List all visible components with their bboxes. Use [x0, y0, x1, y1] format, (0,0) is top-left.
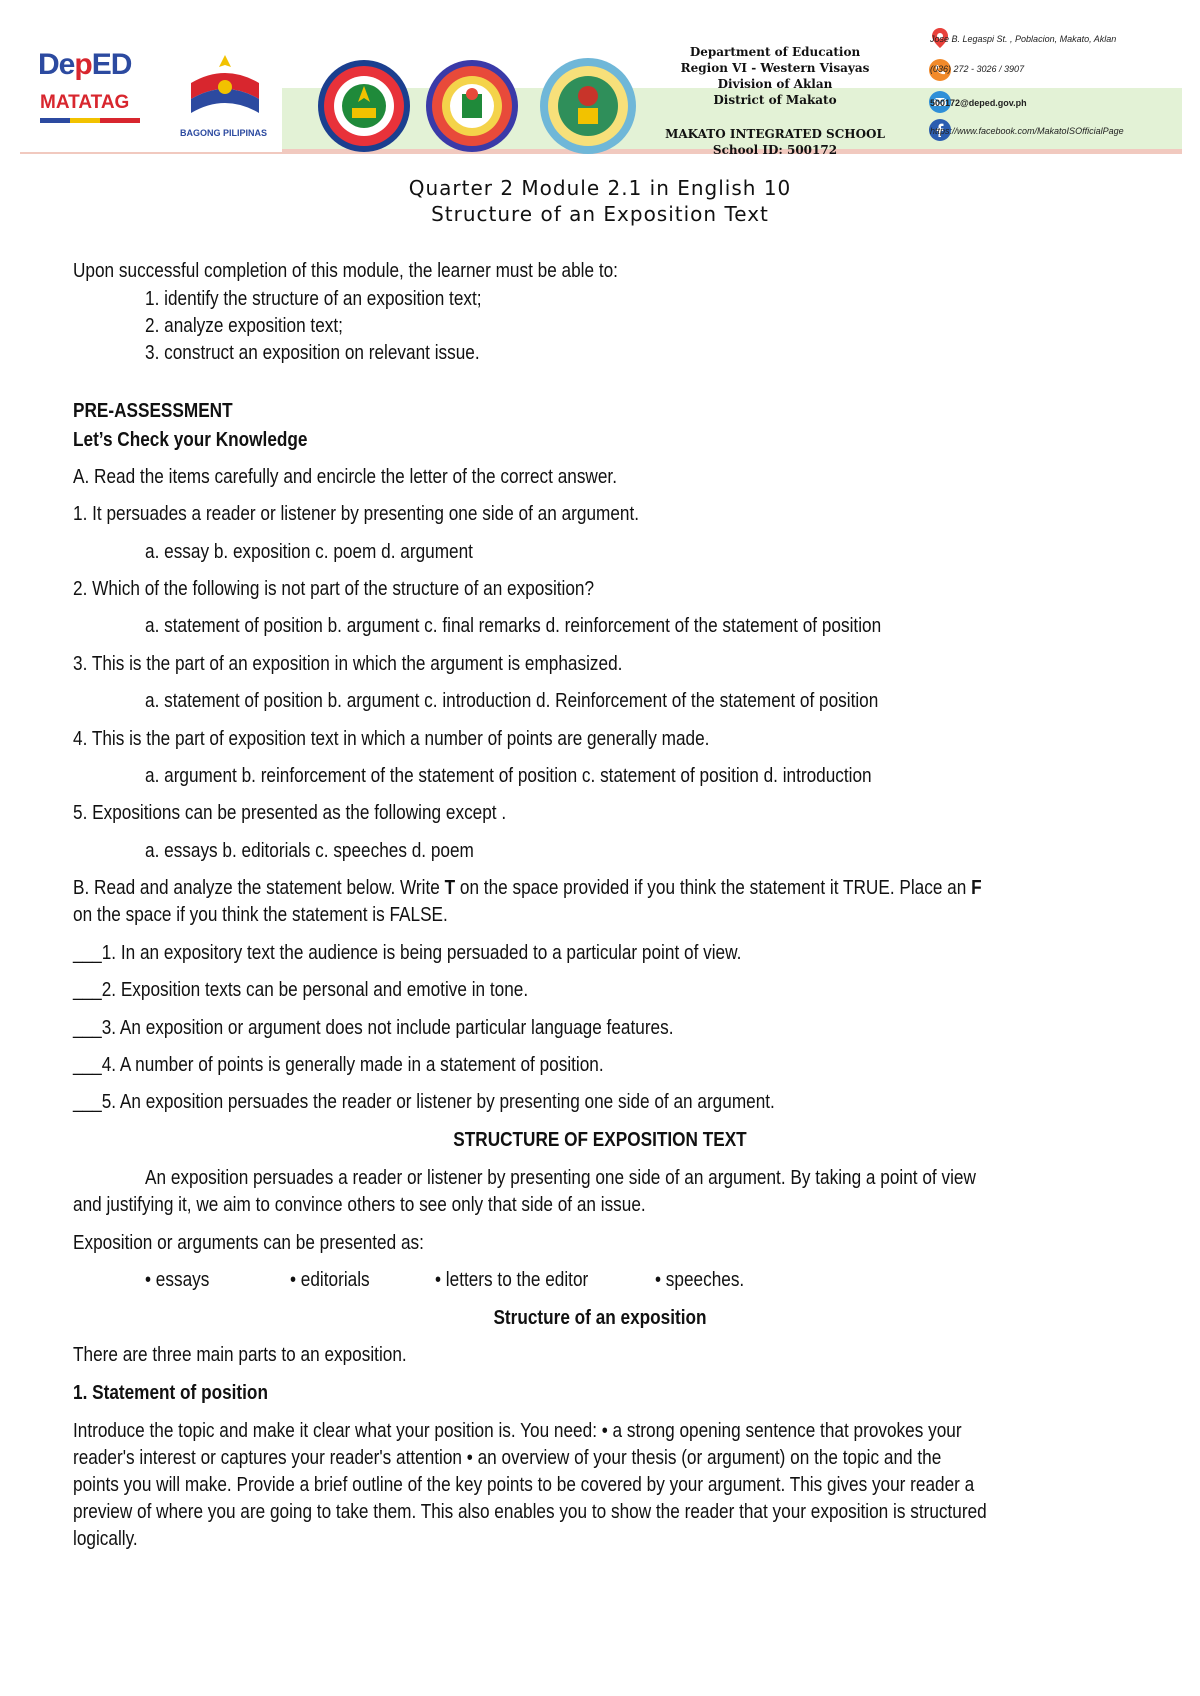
question-4: 4. This is the part of exposition text in which a number of points are generally made.	[73, 728, 710, 750]
presented-as-text: Exposition or arguments can be presented as:	[73, 1232, 424, 1254]
part-b-instruction: B. Read and analyze the statement below. Write T on the space provided if you think the statement it TRUE. Place an F	[73, 877, 982, 899]
true-false-item: ___3. An exposition or argument does not include particular language features.	[73, 1017, 674, 1039]
department-block	[656, 44, 894, 108]
true-false-item: ___2. Exposition texts can be personal and emotive in tone.	[73, 979, 529, 1001]
true-false-item: ___5. An exposition persuades the reader or listener by presenting one side of an argument.	[73, 1091, 775, 1113]
school-email[interactable]: 500172@deped.gov.ph	[930, 98, 1027, 108]
part-b-instruction-cont: on the space if you think the statement is FALSE.	[73, 904, 448, 926]
question-3: 3. This is the part of an exposition in which the argument is emphasized.	[73, 653, 623, 675]
part-a-instruction: A. Read the items carefully and encircle the letter of the correct answer.	[73, 466, 617, 488]
structure-paragraph-line: An exposition persuades a reader or listener by presenting one side of an argument. By taking a point of view	[145, 1167, 976, 1189]
matatag-text: MATATAG	[40, 92, 130, 113]
district-name: District of Makato	[713, 93, 837, 107]
question-3-choices: a. statement of position b. argument c. introduction d. Reinforcement of the statement of position	[145, 690, 879, 712]
question-1: 1. It persuades a reader or listener by presenting one side of an argument.	[73, 503, 640, 525]
form-item: • essays	[145, 1269, 210, 1291]
division-name: Division of Aklan	[717, 77, 833, 91]
question-1-choices: a. essay b. exposition c. poem d. argument	[145, 541, 473, 563]
part-1-paragraph-line: logically.	[73, 1528, 138, 1550]
objective-item: 2. analyze exposition text;	[145, 315, 343, 337]
district-of-makato-seal	[424, 58, 520, 154]
page-title: Quarter 2 Module 2.1 in English 10	[408, 176, 792, 200]
region-name: Region VI - Western Visayas	[680, 61, 870, 75]
question-5-choices: a. essays b. editorials c. speeches d. poem	[145, 840, 474, 862]
page-subtitle: Structure of an Exposition Text	[431, 202, 769, 226]
form-item: • speeches.	[655, 1269, 745, 1291]
form-item: • editorials	[290, 1269, 370, 1291]
bagong-pilipinas-logo	[185, 53, 265, 125]
part-1-heading: 1. Statement of position	[73, 1382, 268, 1404]
part-1-paragraph-line: preview of where you are going to take them. This also enables you to show the reader that your exposition is structured	[73, 1501, 987, 1523]
makato-school-seal	[538, 56, 638, 156]
school-id: School ID: 500172	[712, 143, 838, 157]
deped-matatag-logo: DepED MATATAG	[38, 48, 168, 144]
part-1-paragraph-line: reader's interest or captures your reader's attention • an overview of your thesis (or argument) on the topic and the	[73, 1447, 942, 1469]
school-name: MAKATO INTEGRATED SCHOOL	[665, 127, 885, 141]
objectives-intro: Upon successful completion of this module, the learner must be able to:	[73, 260, 618, 282]
form-item: • letters to the editor	[435, 1269, 589, 1291]
school-facebook[interactable]: https://www.facebook.com/MakatoISOfficialPage	[930, 126, 1124, 136]
header-banner	[20, 18, 1182, 157]
true-false-item: ___1. In an expository text the audience is being persuaded to a particular point of view.	[73, 942, 742, 964]
three-parts-text: There are three main parts to an exposition.	[73, 1344, 407, 1366]
question-2-choices: a. statement of position b. argument c. final remarks d. reinforcement of the statement of position	[145, 615, 882, 637]
true-false-item: ___4. A number of points is generally made in a statement of position.	[73, 1054, 604, 1076]
deped-division-seal	[316, 58, 412, 154]
question-2: 2. Which of the following is not part of the structure of an exposition?	[73, 578, 595, 600]
structure-subheading: Structure of an exposition	[493, 1307, 707, 1329]
structure-heading: STRUCTURE OF EXPOSITION TEXT	[453, 1129, 747, 1151]
part-1-paragraph-line: points you will make. Provide a brief outline of the key points to be covered by your argument. This gives your reader a	[73, 1474, 975, 1496]
school-block	[656, 126, 894, 158]
pre-assessment-subheading: Let’s Check your Knowledge	[73, 429, 308, 451]
objective-item: 3. construct an exposition on relevant issue.	[145, 342, 480, 364]
school-phone: (036) 272 - 3026 / 3907	[930, 64, 1025, 74]
matatag-stripe	[40, 118, 140, 123]
school-address: Jose B. Legaspi St. , Poblacion, Makato, Aklan	[930, 34, 1117, 44]
objective-item: 1. identify the structure of an exposition text;	[145, 288, 482, 310]
structure-paragraph-line: and justifying it, we aim to convince others to see only that side of an issue.	[73, 1194, 646, 1216]
bagong-pilipinas-text: BAGONG PILIPINAS	[180, 128, 268, 138]
department-name: Department of Education	[689, 45, 861, 59]
question-4-choices: a. argument b. reinforcement of the statement of position c. statement of position d. introduction	[145, 765, 872, 787]
question-5: 5. Expositions can be presented as the following except .	[73, 802, 507, 824]
part-1-paragraph-line: Introduce the topic and make it clear what your position is. You need: • a strong opening sentence that provokes your	[73, 1420, 962, 1442]
pre-assessment-heading: PRE-ASSESSMENT	[73, 400, 233, 422]
